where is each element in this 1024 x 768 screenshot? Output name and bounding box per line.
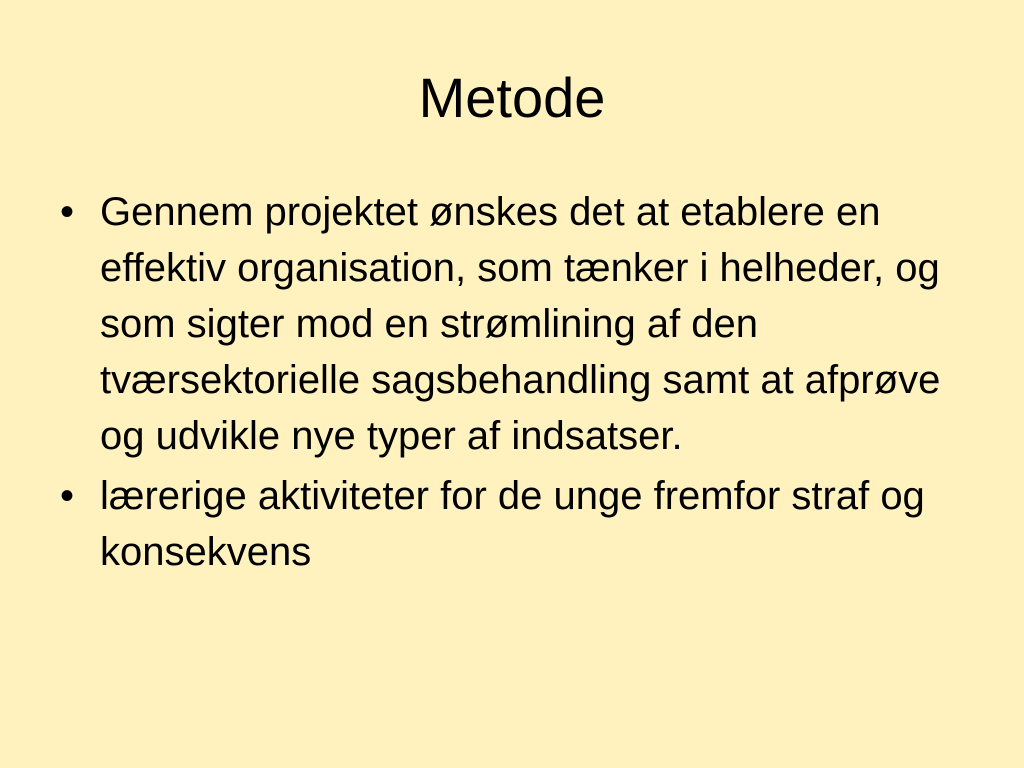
bullet-list: [58, 184, 958, 584]
bullet-item: [58, 184, 958, 464]
bullet-marker: •: [60, 190, 75, 234]
bullet-marker: •: [60, 474, 75, 518]
bullet-text: Gennem projektet ønskes det at etablere en effektiv organisation, som tænker i helheder, og som sigter mod en strømlining af den tværsektorielle sagsbehandling samt at afprøve og udvikle nye typer af indsatser.: [100, 190, 941, 458]
slide-title: Metode: [418, 66, 606, 129]
bullet-text: lærerige aktiviteter for de unge fremfor straf og konsekvens: [100, 474, 925, 574]
bullet-item: [58, 468, 958, 580]
